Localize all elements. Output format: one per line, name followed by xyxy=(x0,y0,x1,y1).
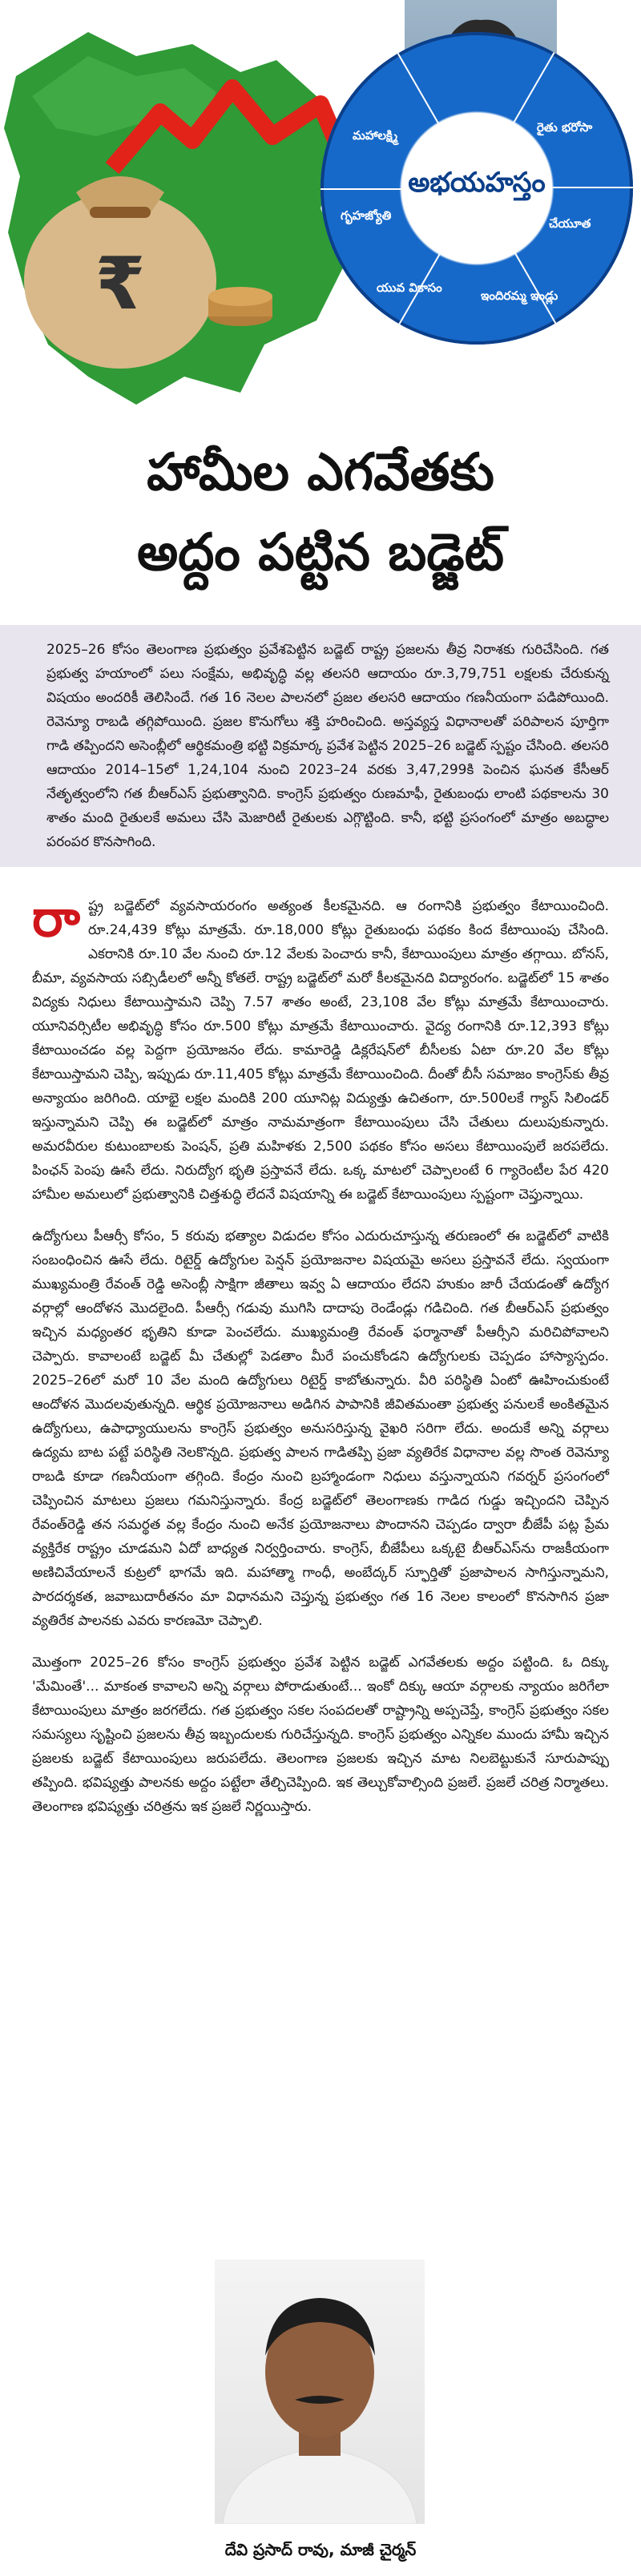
article-body xyxy=(32,625,609,1836)
abhayahastham-seal xyxy=(320,32,633,345)
scheme-title: అభయహస్తం xyxy=(408,167,546,199)
headline-line-2: అద్దం పట్టిన బడ్జెట్ xyxy=(136,523,504,583)
author-photo xyxy=(215,2260,425,2524)
article-paragraph-2: ఉద్యోగులు పీఆర్సీ కోసం, 5 కరువు భత్యాల విడుదల కోసం ఎదురుచూస్తున్న తరుణంలో ఈ బడ్జెట్‌లో వాటికి సంబంధించిన ఊసే లేదు. రిటైర్డ్ ఉద్యోగుల పెన్షన్ ప్రయోజనాల విషయమై అసలు ప్రస్తావనే లేదు. స్వయంగా ముఖ్యమంత్రి రేవంత్ రెడ్డి అసెంబ్లీ సాక్షిగా జీతాలు ఇవ్వ ఏ ఆదాయం లేదని హుకుం జారీ చేయడంతో ఉద్యోగ వర్గాల్లో ఆందోళన మొదలైంది. పీఆర్సీ గడువు ముగిసి దాదాపు రెండేండ్లు గడిచింది. గత బీఆర్‌ఎస్ ప్రభుత్వం ఇచ్చిన మధ్యంతర భృతిని కూడా పెంచలేదు. ముఖ్యమంత్రి రేవంత్ ఫర్మానాతో పీఆర్సీని మరిచిపోవాలని చెప్పారు. కావాలంటే బడ్జెట్ మీ చేతుల్లో పెడతాం మీరే పంచుకోండని ఉద్యోగులకు చెప్పడం హాస్యాస్పదం. 2025–26లో మరో 10 వేల మంది ఉద్యోగులు రిటైర్డ్ కాబోతున్నారు. వీరి పరిస్థితి ఏంటో ఊహించుకుంటే ఆందోళన మొదలవుతున్నది. ఆర్థిక ప్రయోజనాలు అడిగిన పాపానికి జీవితమంతా ప్రభుత్వ పనులకే అంకితమైన ఉద్యోగులు, ఉపాధ్యాయులను కాంగ్రెస్ ప్రభుత్వం అనుసరిస్తున్న వైఖరి సరిగా లేదు. అందుకే అన్ని వర్గాలు ఉద్యమ బాట పట్టే పరిస్థితి నెలకొన్నది. ప్రభుత్వ పాలన గాడితప్పి ప్రజా వ్యతిరేక విధానాల వల్ల సొంత రెవెన్యూ రాబడి కూడా గణనీయంగా తగ్గింది. కేంద్రం నుంచి బ్రహ్మాండంగా నిధులు వస్తున్నాయని గవర్నర్ ప్రసంగంలో చెప్పించిన మాటలు ప్రజలు గమనిస్తున్నారు. కేంద్ర బడ్జెట్‌లో తెలంగాణకు గాడిద గుడ్డు ఇచ్చిందని చెప్పిన రేవంత్‌రెడ్డి తన సమర్థత వల్ల కేంద్రం నుంచి అనేక ప్రయోజనాలు పొందానని చెప్పడం ద్వారా బీజేపీ పట్ల ప్రేమ వ్యక్తిరేక రాష్ట్రం చూడమని ఏదో బాధ్యత నిర్వర్తించారు. కాంగ్రెస్, బీజేపీలు ఒక్కటై బీఆర్‌ఎస్‌ను రాజకీయంగా అణిచివేయాలనే కుట్రలో భాగమే ఇది. మహాత్మా గాంధీ, అంబేద్కర్ స్ఫూర్తితో ప్రజాపాలన సాగిస్తున్నామని, పారదర్శకత, జవాబుదారీతనం మా విధానమని చెప్తున్న ప్రభుత్వం గత 16 నెలల కాలంలో కొనసాగిన ప్రజా వ్యతిరేక పాలనకు ఎవరు కారణమో చెప్పాలి. xyxy=(32,1228,609,1629)
article-paragraph-3: మొత్తంగా 2025–26 కోసం కాంగ్రెస్ ప్రభుత్వం ప్రవేశ పెట్టిన బడ్జెట్ ఎగవేతలకు అద్దం పట్టింది. ఓ దిక్కు 'మేమింతే'... మాకంత కావాలని అన్ని వర్గాలు పోరాడుతుంటే... ఇంకో దిక్కు ఆయా వర్గాలకు న్యాయం జరిగేలా కేటాయింపులు మాత్రం జరగలేదు. గత ప్రభుత్వం సకల సంపదలతో రాష్ట్రాన్ని అప్పచెప్తే, కాంగ్రెస్ ప్రభుత్వం సకల సమస్యలు సృష్టించి ప్రజలను తీవ్ర ఇబ్బందులకు గురిచేస్తున్నది. కాంగ్రెస్ ప్రభుత్వం ఎన్నికల ముందు హామీ ఇచ్చిన ప్రజలకు బడ్జెట్ కేటాయింపులు జరుపలేదు. తెలంగాణ ప్రజలకు ఇచ్చిన మాట నిలబెట్టుకునే సూరుపాప్పు తప్పింది. భవిష్యత్తు పాలనకు అద్దం పట్టేలా తేల్చిచెప్పింది. ఇక తెల్చుకోవాల్సింది ప్రజలే. ప్రజలే చరిత్ర నిర్మాతలు. తెలంగాణ భవిష్యత్తు చరిత్రను ఇక ప్రజలే నిర్ణయిస్తారు. xyxy=(32,1655,609,1815)
article-headline xyxy=(0,433,641,593)
seal-word-gruhajyothi: గృహజ్యోతి xyxy=(341,208,392,223)
article-intro: 2025–26 కోసం తెలంగాణ ప్రభుత్వం ప్రవేశపెట్టిన బడ్జెట్ రాష్ట్ర ప్రజలను తీవ్ర నిరాశకు గురిచేసింది. గత ప్రభుత్వ హయాంలో పలు సంక్షేమ, అభివృద్ధి వల్ల తలసరి ఆదాయం రూ.3,79,751 లక్షలకు చేరుకున్న విషయం అందరికీ తెలిసిందే. గత 16 నెలల పాలనలో ప్రజల తలసరి ఆదాయం గణనీయంగా పడిపోయింది. రెవెన్యూ రాబడి తగ్గిపోయింది. ప్రజల కొనుగోలు శక్తి హరించింది. అస్తవ్యస్త విధానాలతో పరిపాలన పూర్తిగా గాడి తప్పిందని అసెంబ్లీలో ఆర్థికమంత్రి భట్టి విక్రమార్క ప్రవేశ పెట్టిన 2025–26 బడ్జెట్ స్పష్టం చేసింది. తలసరి ఆదాయం 2014–15లో 1,24,104 నుంచి 2023–24 వరకు 3,47,299కి పెంచిన ఘనత కేసీఆర్ నేతృత్వంలోని గత బీఆర్‌ఎస్ ప్రభుత్వానిది. కాంగ్రెస్ ప్రభుత్వం రుణమాఫీ, రైతుబంధు లాంటి పథకాలను 30 శాతం మంది రైతులకే అమలు చేసి మెజారిటీ రైతులకు ఎగ్గొట్టింది. కానీ, భట్టి ప్రసంగంలో మాత్రం అబద్ధాల పరంపర కొనసాగింది. xyxy=(0,625,641,867)
seal-word-mahalakshmi: మహాలక్ష్మి xyxy=(353,128,398,143)
banner-illustration xyxy=(0,0,641,417)
article-paragraph-1 xyxy=(32,889,609,1207)
coin-stack-icon xyxy=(208,287,272,326)
headline-line-1: హామీల ఎగవేతకు xyxy=(147,443,494,502)
seal-word-rythu-bharosa: రైతు భరోసా xyxy=(537,120,593,135)
paragraph-1-text: ష్ట్ర బడ్జెట్‌లో వ్యవసాయరంగం అత్యంత కీలకమైనది. ఆ రంగానికి ప్రభుత్వం కేటాయించింది. రూ.24,439 కోట్లు మాత్రమే. రూ.18,000 కోట్లు రైతుబంధు పథకం కింద కేటాయింపు చేసింది. ఎకరానికి రూ.10 వేల నుంచి రూ.12 వేలకు పెంచారు కానీ, కేటాయింపులు మాత్రం తగ్గాయి. బోనస్, బీమా, వ్యవసాయ సబ్సిడీలలో అన్నీ కోతలే. రాష్ట్ర బడ్జెట్‌లో మరో కీలకమైనది విద్యారంగం. బడ్జెట్‌లో 15 శాతం విద్యకు నిధులు కేటాయిస్తామని చెప్పి 7.57 శాతం అంటే, 23,108 వేల కోట్లు మాత్రమే కేటాయించారు. యూనివర్సిటీల అభివృద్ధి కోసం రూ.500 కోట్లు మాత్రమే కేటాయించారు. వైద్య రంగానికి రూ.12,393 కోట్లు కేటాయించడం వల్ల పెద్దగా ప్రయోజనం లేదు. కామారెడ్డి డిక్లరేషన్‌లో బీసీలకు ఏటా రూ.20 వేల కోట్లు కేటాయిస్తామని చెప్పి, ఇప్పుడు రూ.11,405 కోట్లు మాత్రమే కేటాయించింది. దీంతో బీసీ సమాజం కాంగ్రెస్‌కు తీవ్ర అన్యాయం జరిగింది. యాభై లక్షల మందికి 200 యూనిట్ల విద్యుత్తు ఉచితంగా, రూ.500లకే గ్యాస్ సిలిండర్ ఇస్తున్నామని చెప్పి ఈ బడ్జెట్‌లో మాత్రం నామమాత్రంగా కేటాయింపులు చేసి చేతులు దులుపుకున్నారు. అమరవీరుల కుటుంబాలకు పెంషన్, ప్రతి మహిళకు 2,500 పథకం కోసం అసలు కేటాయింపులే జరపలేదు. పింఛన్ పెంపు ఊసే లేదు. నిరుద్యోగ భృతి ప్రస్తావనే లేదు. ఒక్క మాటలో చెప్పాలంటే 6 గ్యారెంటీల పేర 420 హామీల అమలులో ప్రభుత్వానికి చిత్తశుద్ధి లేదనే విషయాన్ని ఈ బడ్జెట్ కేటాయింపులు స్పష్టంగా చెప్తున్నాయి. xyxy=(32,898,609,1203)
drop-cap: రా xyxy=(32,889,80,949)
seal-word-cheyutha: చేయూత xyxy=(549,216,591,231)
seal-word-yuva-vikasam: యువ వికాసం xyxy=(377,280,442,295)
author-caption: దేవి ప్రసాద్ రావు, మాజీ చైర్మన్ xyxy=(224,2540,417,2559)
seal-word-indiramma-indlu: ఇందిరమ్మ ఇండ్లు xyxy=(481,288,558,303)
rupee-symbol: ₹ xyxy=(95,242,146,326)
